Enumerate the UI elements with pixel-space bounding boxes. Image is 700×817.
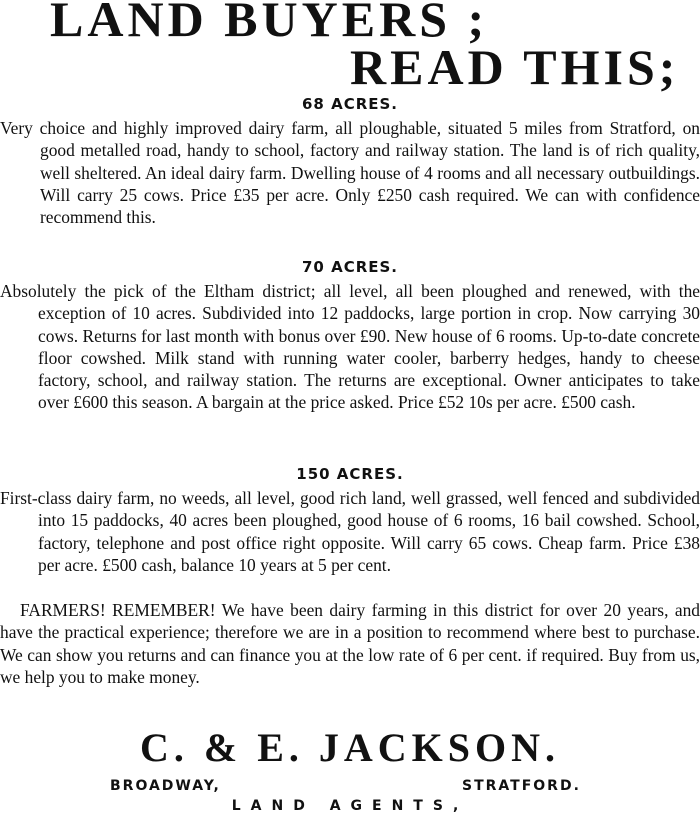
firm-name: C. & E. JACKSON. [139, 725, 561, 770]
address-right: STRATFORD. [462, 778, 581, 794]
headline-line-1: LAND BUYERS ; [50, 0, 489, 47]
listing-1-heading: 68 ACRES. [301, 95, 398, 113]
listing-2-text: Absolutely the pick of the Eltham district; all level, all been ploughed and renewed, with the exception of 10 acres. Subdivided into 12 paddocks, large portion in crop. Now carrying 30 cows. Returns for last month with bonus over £90. New house of 6 rooms. Up-to-date concrete floor cowshed. Milk stand with running water cooler, barberry hedges, handy to cheese factory, school, and railway station. The returns are exceptional. Owner anticipates to take over £600 this season. A bargain at the price asked. Price £52 10s per acre. £500 cash. [0, 281, 700, 413]
firm-role: LAND AGENTS, [231, 798, 469, 814]
listing-2-heading: 70 ACRES. [301, 258, 398, 276]
headline-line-2: READ THIS; [350, 39, 680, 95]
listing-3-text: First-class dairy farm, no weeds, all level, good rich land, well grassed, well fenced and subdivided into 15 paddocks, 40 acres been ploughed, good house of 6 rooms, 16 bail cowshed. School, factory, telephone and post office right opposite. Will carry 65 cows. Cheap farm. Price £38 per acre. £500 cash, balance 10 years at 5 per cent. [0, 488, 700, 575]
closing-paragraph: FARMERS! REMEMBER! We have been dairy farming in this district for over 20 years, and have the practical experience; therefore we are in a position to recommend where best to purchase. We can show you returns and can finance you at the low rate of 6 per cent. if required. Buy from us, we help you to make money. [0, 600, 700, 687]
listing-3-heading: 150 ACRES. [296, 465, 404, 483]
listing-1-text: Very choice and highly improved dairy farm, all ploughable, situated 5 miles from Stratford, on good metalled road, handy to school, factory and railway station. The land is of rich quality, well sheltered. An ideal dairy farm. Dwelling house of 4 rooms and all necessary outbuildings. Will carry 25 cows. Price £35 per acre. Only £250 cash required. We can with confidence recommend this. [0, 118, 700, 228]
address-left: BROADWAY, [110, 778, 221, 794]
